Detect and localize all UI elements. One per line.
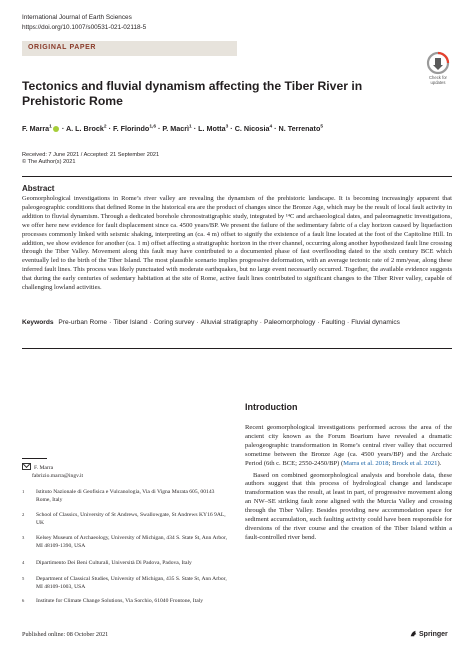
article-dates bbox=[22, 152, 159, 166]
journal-name: International Journal of Earth Sciences bbox=[22, 14, 132, 21]
author-affiliation-number: 1 bbox=[189, 124, 192, 130]
author-name[interactable]: N. Terrenato bbox=[278, 124, 321, 133]
corresponding-author-email[interactable]: fabrizio.marra@ingv.it bbox=[32, 473, 84, 479]
introduction-paragraph-1 bbox=[245, 424, 452, 469]
author-separator: · bbox=[106, 124, 113, 133]
publisher-name: Springer bbox=[419, 631, 448, 638]
paragraph-text: Recent geomorphological investigations performed across the area of the ancient city known as the Forum Boarium have revealed a dramatic paleogeographic transformation in Rome’s central river valley that occurred sometime between the Bronze Age (ca. 4500 years/BP) and the Archaic Period (6th c. BCE; 2550-2450/BP) ( bbox=[245, 424, 452, 467]
citation-link[interactable]: Brock et al. 2021 bbox=[392, 459, 438, 467]
keyword-item: Paleomorphology bbox=[264, 319, 316, 326]
corresponding-author bbox=[22, 463, 83, 480]
keyword-item: Alluvial stratigraphy bbox=[200, 319, 258, 326]
corresponding-author-name: F. Marra bbox=[34, 465, 54, 471]
footnote-divider bbox=[22, 458, 47, 459]
affiliation-number: 4 bbox=[22, 560, 25, 565]
affiliation-number: 1 bbox=[22, 489, 25, 494]
header-divider bbox=[22, 176, 452, 177]
envelope-icon bbox=[22, 463, 31, 470]
author-affiliation-number: 3 bbox=[225, 124, 229, 130]
affiliation-text: Istituto Nazionale di Geofisica e Vulcanologia, Via di Vigna Murata 605, 00143 Rome, Italy bbox=[36, 489, 215, 503]
author-name[interactable]: C. Nicosia bbox=[234, 124, 270, 133]
keyword-separator: · bbox=[109, 319, 112, 326]
published-online-date: Published online: 08 October 2021 bbox=[22, 631, 109, 638]
keyword-separator: · bbox=[196, 319, 199, 326]
doi-link[interactable]: https://doi.org/10.1007/s00531-021-02118-5 bbox=[22, 24, 147, 31]
springer-horse-icon bbox=[410, 630, 417, 637]
keyword-item: Coring survey bbox=[153, 319, 195, 326]
check-for-updates-icon[interactable] bbox=[425, 51, 451, 75]
affiliation-number: 5 bbox=[22, 576, 25, 581]
author-separator: · bbox=[156, 124, 163, 133]
affiliation-item bbox=[22, 489, 227, 504]
copyright-line: © The Author(s) 2021 bbox=[22, 159, 76, 166]
abstract-text: Geomorphological investigations in Rome’s river valley are revealing the dynamism of the prehistoric landscape. It is becoming increasingly apparent that paleogeographic conditions that defined Rome in the historical era are the product of changes since the Bronze Age, which may be the result of local fault activity in addition to fluvial dynamism. Through a dedicated borehole chronostratigraphic study, integrated by ¹⁴C and archaeological dates, and paleomagnetic investigations, we offer here new evidence for fault displacement since ca. 4500 years/BP. We present the failure of the sedimentary fabric of a clay horizon caused by liquefaction processes commonly linked with seismic shaking, interpreting an (ca. 4 m) offset to signify the existence of a fault line located at the foot of the Capitoline Hill. In addition, we show evidence for another (ca. 1 m) offset affecting a stratigraphic horizon in the river channel, occurring along another hypothesized fault line crossing through the Tiber Valley. Movement along this fault may have contributed to a documented phase of fast overflooding dated to the sixth century BCE which eventually led to the birth of the Tiber Island. The most plausible scenario implies progressive deformation, with an average tectonic rate of 2 mm/year, along these inferred fault lines. This process was likely punctuated with moderate earthquakes, but no large event necessarily occurred. Together, the available evidence suggests that during the early centuries of sedentary habitation at the site of Rome, active fault lines contributed to significant changes to the Tiber River valley, capable of challenging lowland activities. bbox=[22, 195, 452, 292]
publisher-logo bbox=[410, 630, 448, 638]
author-separator: · bbox=[59, 124, 66, 133]
author-name[interactable]: F. Florindo bbox=[112, 124, 150, 133]
author-separator: · bbox=[272, 124, 279, 133]
introduction-heading: Introduction bbox=[245, 402, 298, 412]
article-type-badge bbox=[22, 41, 237, 56]
author-separator: · bbox=[191, 124, 199, 133]
affiliation-item bbox=[22, 598, 227, 606]
affiliation-item bbox=[22, 535, 227, 550]
article-type-label: ORIGINAL PAPER bbox=[28, 44, 97, 51]
author-affiliation-number: 1 bbox=[49, 124, 52, 130]
author-affiliation-number: 1,6 bbox=[149, 124, 156, 130]
keyword-separator: · bbox=[149, 319, 152, 326]
received-accepted-dates: Received: 7 June 2021 / Accepted: 21 September 2021 bbox=[22, 152, 160, 158]
keyword-item: Faulting bbox=[321, 319, 345, 326]
affiliation-text: School of Classics, University of St Andrews, Swallowgate, St Andrews KY16 9AL, UK bbox=[36, 512, 226, 526]
affiliation-item bbox=[22, 512, 227, 527]
affiliation-text: Department of Classical Studies, University of Michigan, 435 S. State St, Ann Arbor, MI 48109-1003, USA bbox=[36, 576, 227, 590]
affiliation-text: Institute for Climate Change Solutions, Via Sorchio, 61040 Frontone, Italy bbox=[36, 598, 204, 604]
check-for-updates-label: Check for updates bbox=[429, 75, 447, 85]
keyword-item: Tiber Island bbox=[113, 319, 148, 326]
affiliation-number: 2 bbox=[22, 512, 25, 517]
introduction-body bbox=[245, 424, 452, 543]
author-affiliation-number: 2 bbox=[103, 124, 107, 130]
abstract-heading: Abstract bbox=[22, 184, 55, 193]
keyword-separator: · bbox=[317, 319, 320, 326]
author-separator: · bbox=[228, 124, 235, 133]
introduction-paragraph-2: Based on combined geomorphological analysis and borehole data, these authors suggest that this process of hydrological change and landscape transformation was the result, at least in part, of progressive movement along an NW–SE striking fault zone aligned with the Murcia Valley and crossing through the Tiber Valley. Besides providing new accommodation space for sediment accumulation, such faulting activity could have been responsible for diversions of the river course and the creation of the Tiber Island within a fault-controlled river bend. bbox=[245, 471, 452, 541]
affiliation-text: Dipartimento Dei Beni Culturali, Università Di Padova, Padova, Italy bbox=[36, 560, 192, 566]
author-name[interactable]: L. Motta bbox=[198, 124, 226, 133]
orcid-icon[interactable] bbox=[53, 126, 59, 132]
author-name[interactable]: A. L. Brock bbox=[65, 124, 104, 133]
author-affiliation-number: 5 bbox=[320, 124, 324, 130]
keywords-label: Keywords bbox=[22, 319, 54, 326]
keyword-item: Pre-urban Rome bbox=[58, 319, 108, 326]
paragraph-text: ). bbox=[437, 459, 442, 467]
keyword-item: Fluvial dynamics bbox=[351, 319, 400, 326]
keyword-separator: · bbox=[347, 319, 350, 326]
author-list bbox=[22, 124, 452, 133]
paragraph-text: ; bbox=[388, 459, 393, 467]
author-name[interactable]: F. Marra bbox=[22, 124, 50, 133]
affiliation-number: 3 bbox=[22, 535, 25, 540]
keyword-separator: · bbox=[259, 319, 262, 326]
author-name[interactable]: P. Macrì bbox=[162, 124, 190, 133]
affiliation-item bbox=[22, 560, 227, 568]
keywords-divider bbox=[22, 348, 452, 349]
affiliation-item bbox=[22, 576, 227, 591]
paper-title: Tectonics and fluvial dynamism affecting the Tiber River in Prehistoric Rome bbox=[22, 79, 363, 108]
affiliation-number: 6 bbox=[22, 598, 25, 603]
keywords bbox=[22, 318, 452, 327]
citation-link[interactable]: Marra et al. 2018 bbox=[343, 459, 389, 467]
author-affiliation-number: 4 bbox=[269, 124, 273, 130]
affiliation-text: Kelsey Museum of Archaeology, University of Michigan, 434 S. State St, Ann Arbor, MI 48109-1390, USA bbox=[36, 535, 227, 549]
